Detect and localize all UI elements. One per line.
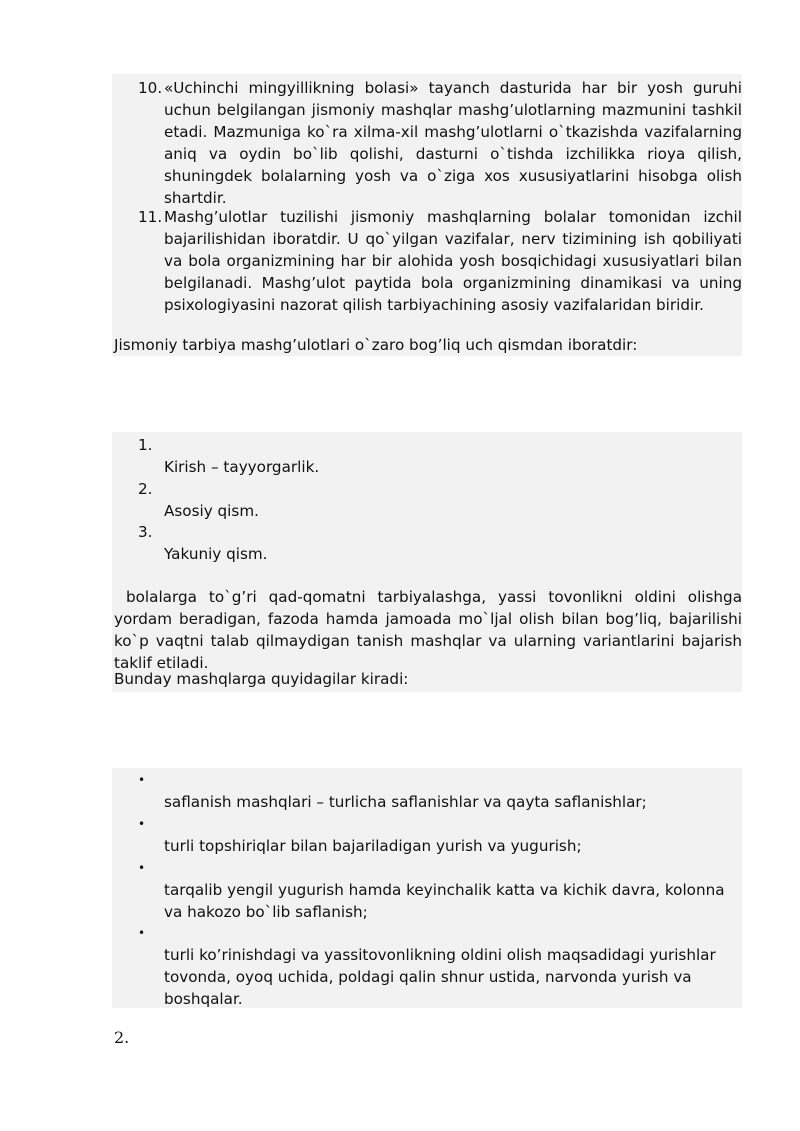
exercise-item: turli topshiriqlar bilan bajariladigan yurish va yugurish; xyxy=(164,837,582,855)
page-number: 2. xyxy=(114,1028,130,1047)
exercise-item: saflanish mashqlari – turlicha saflanishlar va qayta saflanishlar; xyxy=(164,793,647,811)
list-item-text: Mashg’ulotlar tuzilishi jismoniy mashqlarning bolalar tomonidan izchil bajarilishidan iboratdir. U qo`yilgan vazifalar, nerv tizimining ish qobiliyati va bola organizmining har bir alohida yosh bosqichidagi xususiyatlari bilan belgilanadi. Mashg’ulot paytida bola organizmining dinamikasi va uning psixologiyasini nazorat qilish tarbiyachining asosiy vazifalaridan biridir. xyxy=(164,208,742,314)
part-number: 2. xyxy=(138,480,153,498)
exercise-item: turli ko’rinishdagi va yassitovonlikning oldini olish maqsadidagi yurishlar tovonda, oyoq uchida, poldagi qalin shnur ustida, narvonda yurish va boshqalar. xyxy=(164,946,716,1008)
part-text: Asosiy qism. xyxy=(164,502,259,520)
intro-exercises: Bunday mashqlarga quyidagilar kiradi: xyxy=(114,670,409,688)
bullet-icon: • xyxy=(138,926,146,940)
list-item-text: «Uchinchi mingyillikning bolasi» tayanch dasturida har bir yosh guruhi uchun belgilangan jismoniy mashqlar mashg’ulotlarning mazmunini tashkil etadi. Mazmuniga ko`ra xilma-xil mashg’ulotlarni o`tkazishda vazifalarning aniq va oydin bo`lib qolishi, dasturni o`tishda izchilikka rioya qilish, shuningdek bolalarning yosh va o`ziga xos xususiyatlarini hisobga olish shartdir. xyxy=(164,79,742,207)
list-number: 11. xyxy=(138,208,163,226)
bullet-icon: • xyxy=(138,861,146,875)
part-text: Kirish – tayyorgarlik. xyxy=(164,458,320,476)
exercise-item: tarqalib yengil yugurish hamda keyinchalik katta va kichik davra, kolonna va hakozo bo`lib saflanish; xyxy=(164,881,725,921)
part-number: 3. xyxy=(138,523,153,541)
part-text: Yakuniy qism. xyxy=(164,545,268,563)
intro-parts: Jismoniy tarbiya mashg’ulotlari o`zaro bog’liq uch qismdan iboratdir: xyxy=(114,336,638,354)
list-number: 10. xyxy=(138,79,163,97)
part-number: 1. xyxy=(138,436,153,454)
bullet-icon: • xyxy=(138,817,146,831)
paragraph-main: bolalarga to`g’ri qad-qomatni tarbiyalashga, yassi tovonlikni oldini olishga yordam beradigan, fazoda hamda jamoada mo`ljal olish bilan bog’liq, bajarilishi ko`p vaqtni talab qilmaydigan tanish mashqlar va ularning variantlarini bajarish taklif etiladi. xyxy=(114,588,747,672)
bullet-icon: • xyxy=(138,773,146,787)
